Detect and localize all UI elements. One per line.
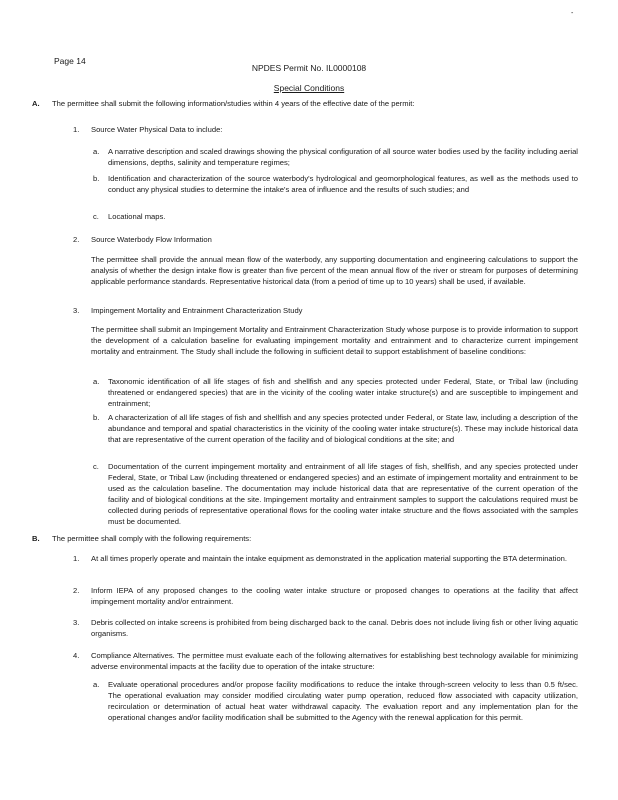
item-b4-text: Compliance Alternatives. The permittee must evaluate each of the following alternatives for establishing best technology available for minimizing adverse environmental impacts at the facility due to operation of the intake structure: <box>91 651 578 671</box>
item-a1c-letter: c. <box>93 212 99 221</box>
item-a1-number: 1. <box>73 125 80 134</box>
item-a3-title: Impingement Mortality and Entrainment Characterization Study <box>91 306 303 315</box>
section-heading: Special Conditions <box>273 83 345 93</box>
item-b2-text: Inform IEPA of any proposed changes to the cooling water intake structure or proposed changes to operations at the facility that affect impingement mortality and/or entrainment. <box>91 586 578 606</box>
item-a3c-letter: c. <box>93 462 99 471</box>
item-a1-title: Source Water Physical Data to include: <box>91 125 223 134</box>
corner-mark: - <box>571 10 574 17</box>
item-a3-number: 3. <box>73 306 80 315</box>
item-a3-para: The permittee shall submit an Impingement Mortality and Entrainment Characterization Study whose purpose is to provide information to support the development of a calculation baseline for evaluating impingement mortality and entrainment and to characterize current impingement mortality and entrainment. The Study shall include the following in sufficient detail to support establishment of baseline conditions: <box>91 325 578 356</box>
item-a2-para: The permittee shall provide the annual mean flow of the waterbody, any supporting documentation and engineering calculations to support the analysis of whether the design intake flow is greater than five percent of the mean annual flow of the river or stream for purposes of determining applicable performance standards. Representative historical data (from a period of time up to 10 years) shall be used, if available. <box>91 255 578 286</box>
item-a3c-text: Documentation of the current impingement mortality and entrainment of all life stages of fish, shellfish, and any species protected under Federal, State, or Tribal Law (including threatened or endangered species) and an estimate of impingement mortality and entrainment to be used as the calculation baseline. The documentation may include historical data that are representative of the current operation of the facility and of biological conditions at the site. Impingement mortality and entrainment samples to support the calculations required must be collected during periods of representative operational flows for the cooling water intake structure and the flows associated with the samples must be documented. <box>108 462 578 526</box>
section-a-label: A. <box>32 99 40 108</box>
item-a3a-letter: a. <box>93 377 100 386</box>
item-a1a-letter: a. <box>93 147 100 156</box>
item-b3-text: Debris collected on intake screens is prohibited from being discharged back to the canal. Debris does not include living fish or other living aquatic organisms. <box>91 618 578 638</box>
item-b4a-letter: a. <box>93 680 100 689</box>
item-b1-number: 1. <box>73 554 80 563</box>
item-b4-number: 4. <box>73 651 80 660</box>
item-a1b-text: Identification and characterization of the source waterbody's hydrological and geomorphological features, as well as the methods used to conduct any physical studies to determine the intake's area of influence and the results of such studies; and <box>108 174 578 194</box>
item-b3-number: 3. <box>73 618 80 627</box>
section-b-intro: The permittee shall comply with the following requirements: <box>52 534 252 543</box>
section-a-intro: The permittee shall submit the following information/studies within 4 years of the effective date of the permit: <box>52 99 415 108</box>
item-a3b-letter: b. <box>93 413 100 422</box>
item-b2-number: 2. <box>73 586 80 595</box>
item-b4a-text: Evaluate operational procedures and/or propose facility modifications to reduce the intake through-screen velocity to less than 0.5 ft/sec. The operational evaluation may consider modified circulating water pump operation, reduced flow associated with capacity utilization, recirculation or determination of actual heat water withdrawal capacity. The evaluation report and any implementation plan for the operational changes and/or facility modification shall be submitted to the Agency with the renewal application for this permit. <box>108 680 578 722</box>
item-a2-title: Source Waterbody Flow Information <box>91 235 212 244</box>
page-number: Page 14 <box>54 56 86 66</box>
item-a1a-text: A narrative description and scaled drawings showing the physical configuration of all source water bodies used by the facility including aerial dimensions, depths, salinity and temperature regimes; <box>108 147 578 167</box>
item-a3a-text: Taxonomic identification of all life stages of fish and shellfish and any species protected under Federal, State, or Tribal law (including threatened or endangered species) that are in the vicinity of the cooling water intake structure(s) and are susceptible to impingement and entrainment; <box>108 377 578 408</box>
item-a1c-text: Locational maps. <box>108 212 166 221</box>
item-a2-number: 2. <box>73 235 80 244</box>
permit-number: NPDES Permit No. IL0000108 <box>251 63 367 73</box>
item-a3b-text: A characterization of all life stages of fish and shellfish and any species protected under Federal, or State law, including a description of the abundance and temporal and spatial characteristics in the vicinity of the cooling water intake structure(s). These may include historical data that are representative of the current operation of the facility and of biological conditions at the site; and <box>108 413 578 444</box>
section-b-label: B. <box>32 534 40 543</box>
item-a1b-letter: b. <box>93 174 100 183</box>
item-b1-text: At all times properly operate and maintain the intake equipment as demonstrated in the application material supporting the BTA determination. <box>91 554 568 563</box>
